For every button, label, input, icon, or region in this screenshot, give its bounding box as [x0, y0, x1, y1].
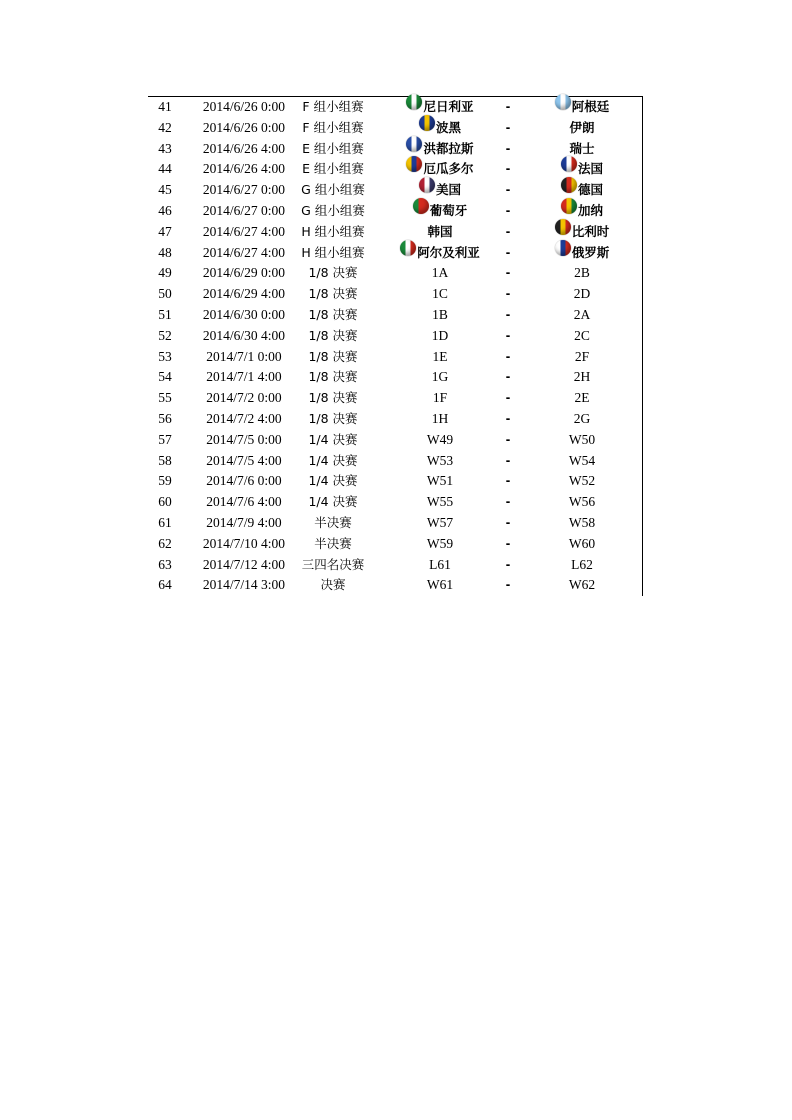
match-number: 49	[158, 265, 172, 281]
match-time: 2014/7/9 4:00	[206, 514, 282, 530]
match-time: 2014/7/6 4:00	[206, 494, 282, 510]
match-time: 2014/7/12 4:00	[202, 556, 286, 572]
table-row	[148, 367, 642, 388]
away-flag-icon	[561, 156, 577, 172]
table-row	[148, 305, 642, 326]
table-row	[148, 222, 642, 243]
home-team	[392, 367, 488, 388]
table-row	[148, 575, 642, 596]
vs-separator: -	[505, 494, 511, 510]
match-time: 2014/7/6 0:00	[206, 473, 282, 489]
home-team-name: 韩国	[427, 223, 453, 239]
match-stage: 1/8 决赛	[308, 390, 358, 406]
match-stage: 1/4 决赛	[308, 431, 358, 447]
away-team-name: W62	[568, 577, 596, 593]
vs-separator: -	[505, 161, 511, 177]
vs-separator: -	[505, 119, 511, 135]
away-team-name: 2H	[573, 369, 591, 385]
table-row	[148, 451, 642, 472]
away-team-name: 俄罗斯	[571, 244, 610, 260]
match-time: 2014/6/27 0:00	[202, 202, 286, 218]
away-team	[540, 201, 624, 222]
match-time: 2014/6/26 4:00	[202, 140, 286, 156]
home-team-name: W61	[426, 577, 454, 593]
home-team-name: W55	[426, 494, 454, 510]
vs-separator: -	[505, 348, 511, 364]
away-team	[540, 243, 624, 264]
away-team	[540, 284, 624, 305]
home-team-name: 尼日利亚	[423, 99, 474, 114]
away-team	[540, 305, 624, 326]
table-row	[148, 430, 642, 451]
match-number: 43	[158, 140, 172, 156]
match-time: 2014/7/1 4:00	[206, 369, 282, 385]
away-team	[540, 263, 624, 284]
vs-separator: -	[505, 223, 511, 239]
home-flag-icon	[419, 115, 435, 131]
table-row	[148, 534, 642, 555]
away-team-name: 2D	[573, 286, 591, 302]
match-stage: 三四名决赛	[301, 556, 365, 572]
match-number: 52	[158, 327, 172, 343]
match-number: 53	[158, 348, 172, 364]
vs-separator: -	[505, 202, 511, 218]
away-team-name: 德国	[577, 182, 603, 198]
away-team	[540, 534, 624, 555]
match-stage: 1/8 决赛	[308, 410, 358, 426]
away-team	[540, 222, 624, 243]
match-number: 50	[158, 286, 172, 302]
away-team-name: 2F	[574, 348, 590, 364]
match-time: 2014/7/1 0:00	[206, 348, 282, 364]
match-time: 2014/6/30 0:00	[202, 306, 286, 322]
table-row	[148, 326, 642, 347]
vs-separator: -	[505, 327, 511, 343]
table-row	[148, 243, 642, 264]
table-row	[148, 409, 642, 430]
vs-separator: -	[505, 473, 511, 489]
home-team-name: 1A	[431, 265, 449, 281]
away-team	[540, 513, 624, 534]
home-team-name: W49	[426, 431, 454, 447]
match-time: 2014/6/27 4:00	[202, 244, 286, 260]
match-stage: 1/8 决赛	[308, 306, 358, 322]
home-team	[392, 347, 488, 368]
home-team-name: 美国	[435, 182, 461, 198]
table-row	[148, 471, 642, 492]
home-team-name: 1G	[431, 369, 449, 385]
away-team	[540, 97, 624, 118]
home-team	[392, 201, 488, 222]
match-stage: 决赛	[320, 577, 346, 593]
away-team	[540, 451, 624, 472]
away-team-name: 法国	[577, 161, 603, 177]
vs-separator: -	[505, 265, 511, 281]
vs-separator: -	[505, 286, 511, 302]
match-time: 2014/7/5 4:00	[206, 452, 282, 468]
match-time: 2014/6/29 0:00	[202, 265, 286, 281]
home-team	[392, 243, 488, 264]
match-number: 46	[158, 202, 172, 218]
home-team	[392, 513, 488, 534]
vs-separator: -	[505, 577, 511, 593]
match-stage: 1/4 决赛	[308, 473, 358, 489]
away-team-name: W52	[568, 473, 596, 489]
match-stage: E 组小组赛	[302, 161, 364, 177]
match-number: 55	[158, 390, 172, 406]
home-team	[392, 575, 488, 596]
table-row	[148, 97, 642, 118]
home-team	[392, 263, 488, 284]
away-team-name: 2E	[574, 390, 590, 406]
away-team	[540, 409, 624, 430]
home-team	[392, 492, 488, 513]
match-stage: H 组小组赛	[301, 244, 365, 260]
match-time: 2014/7/14 3:00	[202, 577, 286, 593]
match-stage: 半决赛	[314, 514, 352, 530]
match-stage: 1/4 决赛	[308, 452, 358, 468]
match-number: 60	[158, 494, 172, 510]
away-team-name: 瑞士	[569, 140, 595, 156]
vs-separator: -	[505, 369, 511, 385]
away-team-name: 伊朗	[569, 119, 595, 135]
match-stage: F 组小组赛	[302, 119, 364, 135]
match-stage: 1/8 决赛	[308, 348, 358, 364]
match-stage: E 组小组赛	[302, 140, 364, 156]
vs-separator: -	[505, 410, 511, 426]
match-time: 2014/7/5 0:00	[206, 431, 282, 447]
home-team-name: W57	[426, 514, 454, 530]
match-number: 41	[158, 99, 172, 114]
match-stage: F 组小组赛	[302, 99, 364, 114]
match-number: 58	[158, 452, 172, 468]
home-team-name: W53	[426, 452, 454, 468]
home-team	[392, 534, 488, 555]
home-team-name: 阿尔及利亚	[417, 244, 480, 260]
vs-separator: -	[505, 390, 511, 406]
away-team-name: 阿根廷	[571, 99, 610, 114]
away-team-name: W56	[568, 494, 596, 510]
match-time: 2014/6/27 4:00	[202, 223, 286, 239]
match-number: 62	[158, 535, 172, 551]
home-team-name: 1H	[431, 410, 449, 426]
table-row	[148, 284, 642, 305]
away-team	[540, 388, 624, 409]
match-number: 54	[158, 369, 172, 385]
home-team	[392, 430, 488, 451]
home-team-name: 葡萄牙	[429, 202, 468, 218]
match-number: 56	[158, 410, 172, 426]
away-flag-icon	[555, 240, 571, 256]
vs-separator: -	[505, 514, 511, 530]
match-number: 44	[158, 161, 172, 177]
away-team	[540, 430, 624, 451]
match-stage: 1/4 决赛	[308, 494, 358, 510]
home-flag-icon	[400, 240, 416, 256]
vs-separator: -	[505, 535, 511, 551]
away-flag-icon	[555, 219, 571, 235]
away-team	[540, 180, 624, 201]
match-stage: G 组小组赛	[301, 202, 365, 218]
away-team-name: W58	[568, 514, 596, 530]
home-team-name: 1B	[432, 306, 448, 322]
home-team	[392, 97, 488, 118]
away-team-name: W54	[568, 452, 596, 468]
away-team	[540, 471, 624, 492]
vs-separator: -	[505, 452, 511, 468]
away-team-name: 2G	[573, 410, 591, 426]
match-stage: 半决赛	[314, 535, 352, 551]
away-team-name: W60	[568, 535, 596, 551]
home-team	[392, 471, 488, 492]
home-team-name: 1F	[432, 390, 448, 406]
match-time: 2014/7/10 4:00	[202, 535, 286, 551]
match-number: 63	[158, 556, 172, 572]
match-number: 57	[158, 431, 172, 447]
match-stage: 1/8 决赛	[308, 286, 358, 302]
match-time: 2014/6/29 4:00	[202, 286, 286, 302]
match-time: 2014/6/26 4:00	[202, 161, 286, 177]
match-number: 48	[158, 244, 172, 260]
table-row	[148, 263, 642, 284]
home-team	[392, 555, 488, 576]
home-team-name: 1C	[432, 286, 448, 302]
away-team-name: 2B	[574, 265, 590, 281]
table-row	[148, 201, 642, 222]
match-stage: G 组小组赛	[301, 182, 365, 198]
table-row	[148, 492, 642, 513]
away-team	[540, 367, 624, 388]
away-team-name: 2C	[574, 327, 590, 343]
away-team-name: 2A	[573, 306, 591, 322]
away-team	[540, 326, 624, 347]
away-team	[540, 159, 624, 180]
match-stage: H 组小组赛	[301, 223, 365, 239]
vs-separator: -	[505, 99, 511, 114]
home-team-name: 波黑	[435, 119, 461, 135]
vs-separator: -	[505, 306, 511, 322]
table-row	[148, 513, 642, 534]
away-team-name: W50	[568, 431, 596, 447]
away-team-name: L62	[571, 556, 593, 572]
table-row	[148, 347, 642, 368]
match-number: 59	[158, 473, 172, 489]
home-team	[392, 180, 488, 201]
vs-separator: -	[505, 182, 511, 198]
vs-separator: -	[505, 140, 511, 156]
match-number: 45	[158, 182, 172, 198]
table-row	[148, 555, 642, 576]
home-flag-icon	[413, 198, 429, 214]
away-flag-icon	[561, 177, 577, 193]
home-team-name: 1D	[431, 327, 449, 343]
match-stage: 1/8 决赛	[308, 369, 358, 385]
away-team-name: 比利时	[571, 223, 610, 239]
home-team-name: 1E	[432, 348, 448, 364]
match-number: 64	[158, 577, 172, 593]
vs-separator: -	[505, 244, 511, 260]
home-team	[392, 388, 488, 409]
home-team-name: W59	[426, 535, 454, 551]
home-team	[392, 451, 488, 472]
away-team	[540, 492, 624, 513]
away-team-name: 加纳	[577, 202, 603, 218]
away-team	[540, 347, 624, 368]
away-team	[540, 575, 624, 596]
home-team	[392, 118, 488, 139]
home-flag-icon	[419, 177, 435, 193]
away-team	[540, 139, 624, 160]
match-time: 2014/7/2 0:00	[206, 390, 282, 406]
home-team	[392, 305, 488, 326]
home-team	[392, 326, 488, 347]
away-flag-icon	[555, 94, 571, 110]
away-team	[540, 118, 624, 139]
match-number: 61	[158, 514, 172, 530]
home-team-name: W51	[426, 473, 454, 489]
match-time: 2014/6/26 0:00	[202, 99, 286, 114]
vs-separator: -	[505, 431, 511, 447]
away-team	[540, 555, 624, 576]
table-row	[148, 388, 642, 409]
match-schedule-table	[148, 96, 643, 596]
home-team	[392, 159, 488, 180]
match-time: 2014/6/27 0:00	[202, 182, 286, 198]
match-stage: 1/8 决赛	[308, 327, 358, 343]
home-team	[392, 409, 488, 430]
match-number: 51	[158, 306, 172, 322]
home-flag-icon	[406, 136, 422, 152]
away-flag-icon	[561, 198, 577, 214]
home-team-name: L61	[429, 556, 451, 572]
match-stage: 1/8 决赛	[308, 265, 358, 281]
home-team-name: 洪都拉斯	[423, 140, 474, 156]
home-team-name: 厄瓜多尔	[423, 161, 474, 177]
match-time: 2014/6/26 0:00	[202, 119, 286, 135]
home-team	[392, 139, 488, 160]
match-number: 47	[158, 223, 172, 239]
match-time: 2014/7/2 4:00	[206, 410, 282, 426]
match-time: 2014/6/30 4:00	[202, 327, 286, 343]
home-team	[392, 284, 488, 305]
table-row	[148, 118, 642, 139]
home-flag-icon	[406, 94, 422, 110]
match-number: 42	[158, 119, 172, 135]
home-flag-icon	[406, 156, 422, 172]
vs-separator: -	[505, 556, 511, 572]
